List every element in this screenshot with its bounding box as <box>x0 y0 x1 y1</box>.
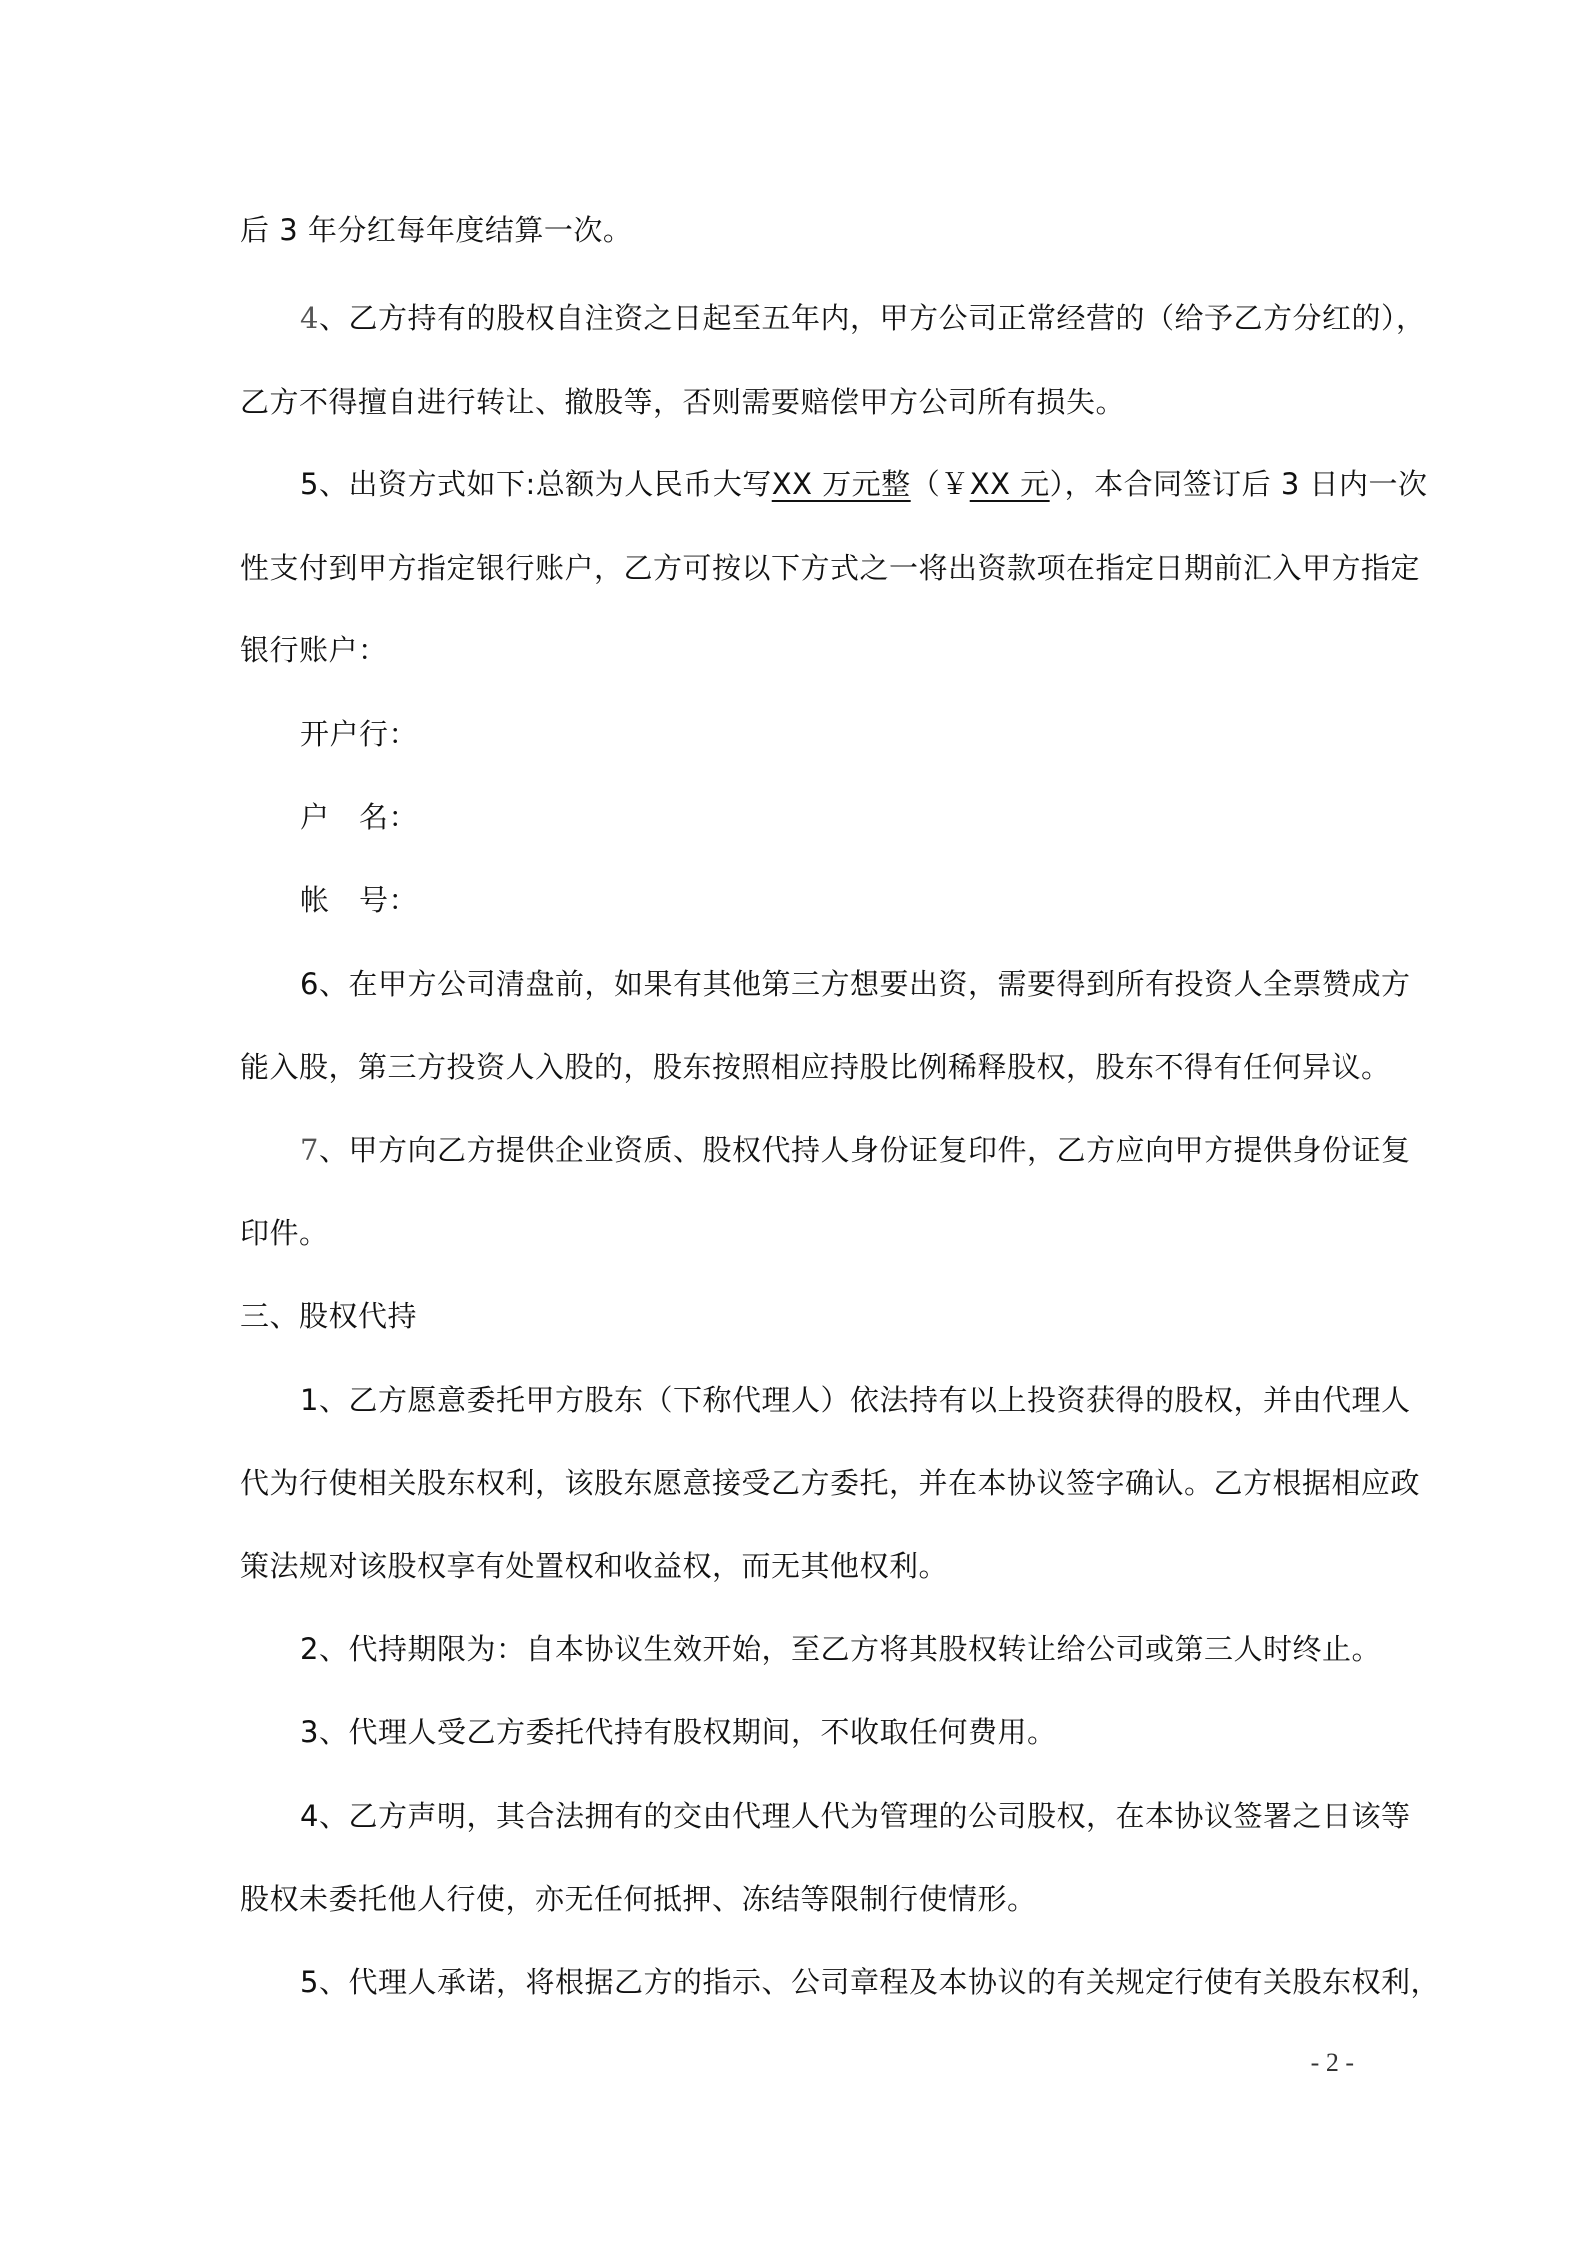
section-3-clause-3: 3、代理人受乙方委托代持有股权期间，不收取任何费用。 <box>300 1715 1057 1749</box>
clause-7-line-2: 印件。 <box>240 1216 329 1250</box>
clause-5-line-1 <box>300 464 1428 504</box>
section-3-clause-1-line-3: 策法规对该股权享有处置权和收益权，而无其他权利。 <box>240 1549 949 1583</box>
section-3-clause-4-line-1: 4、乙方声明，其合法拥有的交由代理人代为管理的公司股权，在本协议签署之日该等 <box>300 1799 1411 1833</box>
account-name-label: 户 名： <box>300 800 419 834</box>
section-3-clause-2: 2、代持期限为：自本协议生效开始，至乙方将其股权转让给公司或第三人时终止。 <box>300 1632 1381 1666</box>
clause-4-line-1 <box>300 298 1426 338</box>
clause-4-number: 4 <box>300 301 319 335</box>
bank-label: 开户行： <box>300 717 419 751</box>
page-number: - 2 - <box>1310 2048 1354 2077</box>
section-3-clause-1-line-1: 1、乙方愿意委托甲方股东（下称代理人）依法持有以上投资获得的股权，并由代理人 <box>300 1383 1411 1417</box>
section-3-clause-4-line-2: 股权未委托他人行使，亦无任何抵押、冻结等限制行使情形。 <box>240 1882 1037 1916</box>
clause-7-number: 7 <box>300 1133 319 1167</box>
clause-4-text: 、乙方持有的股权自注资之日起至五年内，甲方公司正常经营的（给予乙方分红的）， <box>318 301 1426 335</box>
amount-uppercase: XX 万元整 <box>771 467 911 501</box>
clause-5-line-3: 银行账户： <box>240 633 388 667</box>
clause-6-line-1: 6、在甲方公司清盘前，如果有其他第三方想要出资，需要得到所有投资人全票赞成方 <box>300 967 1411 1001</box>
section-3-clause-5-line-1: 5、代理人承诺，将根据乙方的指示、公司章程及本协议的有关规定行使有关股东权利， <box>300 1965 1440 1999</box>
section-3-title: 三、股权代持 <box>240 1299 418 1333</box>
clause-5-text-a: 5、出资方式如下:总额为人民币大写 <box>300 467 772 501</box>
amount-numeric: XX 元 <box>969 467 1050 501</box>
paragraph-continuation: 后 3 年分红每年度结算一次。 <box>240 213 633 247</box>
clause-5-text-c: ），本合同签订后 3 日内一次 <box>1049 467 1428 501</box>
clause-4-line-2: 乙方不得擅自进行转让、撤股等，否则需要赔偿甲方公司所有损失。 <box>240 385 1126 419</box>
clause-7-text: 、甲方向乙方提供企业资质、股权代持人身份证复印件，乙方应向甲方提供身份证复 <box>318 1133 1411 1167</box>
section-3-clause-1-line-2: 代为行使相关股东权利，该股东愿意接受乙方委托，并在本协议签字确认。乙方根据相应政 <box>240 1466 1421 1500</box>
account-number-label: 帐 号： <box>300 883 419 917</box>
clause-5-text-b: （￥ <box>910 467 970 501</box>
clause-6-line-2: 能入股，第三方投资人入股的，股东按照相应持股比例稀释股权，股东不得有任何异议。 <box>240 1050 1391 1084</box>
clause-7-line-1 <box>300 1130 1411 1170</box>
clause-5-line-2: 性支付到甲方指定银行账户，乙方可按以下方式之一将出资款项在指定日期前汇入甲方指定 <box>240 551 1421 585</box>
